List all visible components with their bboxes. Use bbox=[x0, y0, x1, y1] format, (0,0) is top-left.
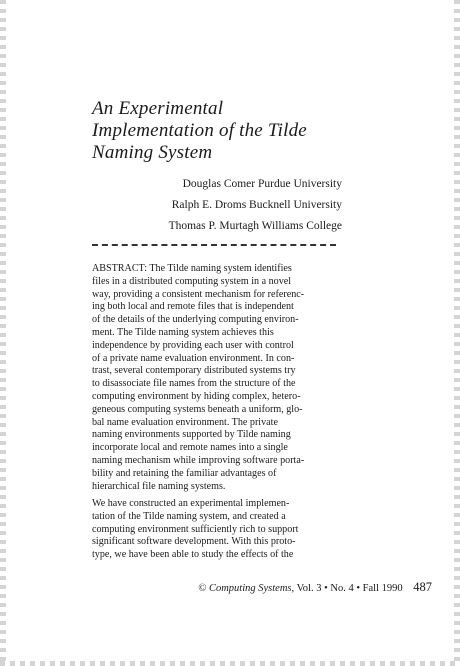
abstract bbox=[92, 263, 354, 493]
page-edge-left bbox=[0, 0, 6, 666]
section-divider bbox=[92, 244, 336, 246]
abstract-line: incorporate local and remote names into a single bbox=[92, 442, 288, 454]
page-footer bbox=[198, 580, 432, 595]
page-number: 487 bbox=[413, 580, 432, 594]
author-3: Thomas P. Murtagh Williams College bbox=[168, 220, 342, 232]
abstract-line: ing both local and remote files that is independent bbox=[92, 301, 294, 313]
journal-issue: Vol. 3 • No. 4 • Fall 1990 bbox=[296, 583, 403, 594]
journal-name: Computing Systems, bbox=[208, 583, 295, 594]
abstract-line: independence by providing each user with control bbox=[92, 339, 294, 351]
abstract-line: way, providing a consistent mechanism for referenc- bbox=[92, 288, 305, 300]
title-line-2: Implementation of the Tilde bbox=[92, 120, 307, 141]
title-line-3: Naming System bbox=[92, 142, 213, 163]
abstract-line: hierarchical file naming systems. bbox=[92, 480, 226, 492]
abstract-line: ABSTRACT: The Tilde naming system identifies bbox=[92, 263, 292, 274]
abstract-line: to disassociate file names from the structure of the bbox=[92, 378, 296, 390]
body-paragraph bbox=[92, 498, 354, 562]
abstract-line: geneous computing systems beneath a uniform, glo- bbox=[92, 403, 303, 415]
title-line-1: An Experimental bbox=[92, 98, 224, 119]
abstract-line: naming mechanism while improving software porta- bbox=[92, 454, 305, 466]
body-line: significant software development. With this proto- bbox=[92, 536, 296, 548]
body-line: tation of the Tilde naming system, and created a bbox=[92, 510, 286, 522]
abstract-line: of a private name evaluation environment. In con- bbox=[92, 352, 295, 364]
body-line: We have constructed an experimental implemen- bbox=[92, 498, 290, 509]
abstract-line: computing environment by hiding complex, hetero- bbox=[92, 390, 301, 402]
page-edge-bottom bbox=[0, 661, 460, 666]
copyright-symbol: © bbox=[198, 583, 207, 594]
author-1: Douglas Comer Purdue University bbox=[182, 178, 342, 190]
page-edge-right bbox=[454, 0, 460, 666]
author-2: Ralph E. Droms Bucknell University bbox=[171, 199, 342, 211]
abstract-line: of the details of the underlying computing environ- bbox=[92, 314, 299, 326]
abstract-line: naming environments supported by Tilde naming bbox=[92, 429, 291, 441]
body-line: computing environment sufficiently rich to support bbox=[92, 523, 299, 535]
abstract-line: bal name evaluation environment. The private bbox=[92, 416, 278, 428]
abstract-line: bility and retaining the familiar advantages of bbox=[92, 467, 277, 479]
abstract-line: ment. The Tilde naming system achieves this bbox=[92, 326, 274, 338]
paper-title bbox=[92, 98, 382, 164]
abstract-line: trast, several contemporary distributed systems try bbox=[92, 365, 296, 377]
author-list bbox=[169, 174, 342, 237]
body-line: type, we have been able to study the effects of the bbox=[92, 549, 294, 561]
abstract-line: files in a distributed computing system in a novel bbox=[92, 275, 292, 287]
